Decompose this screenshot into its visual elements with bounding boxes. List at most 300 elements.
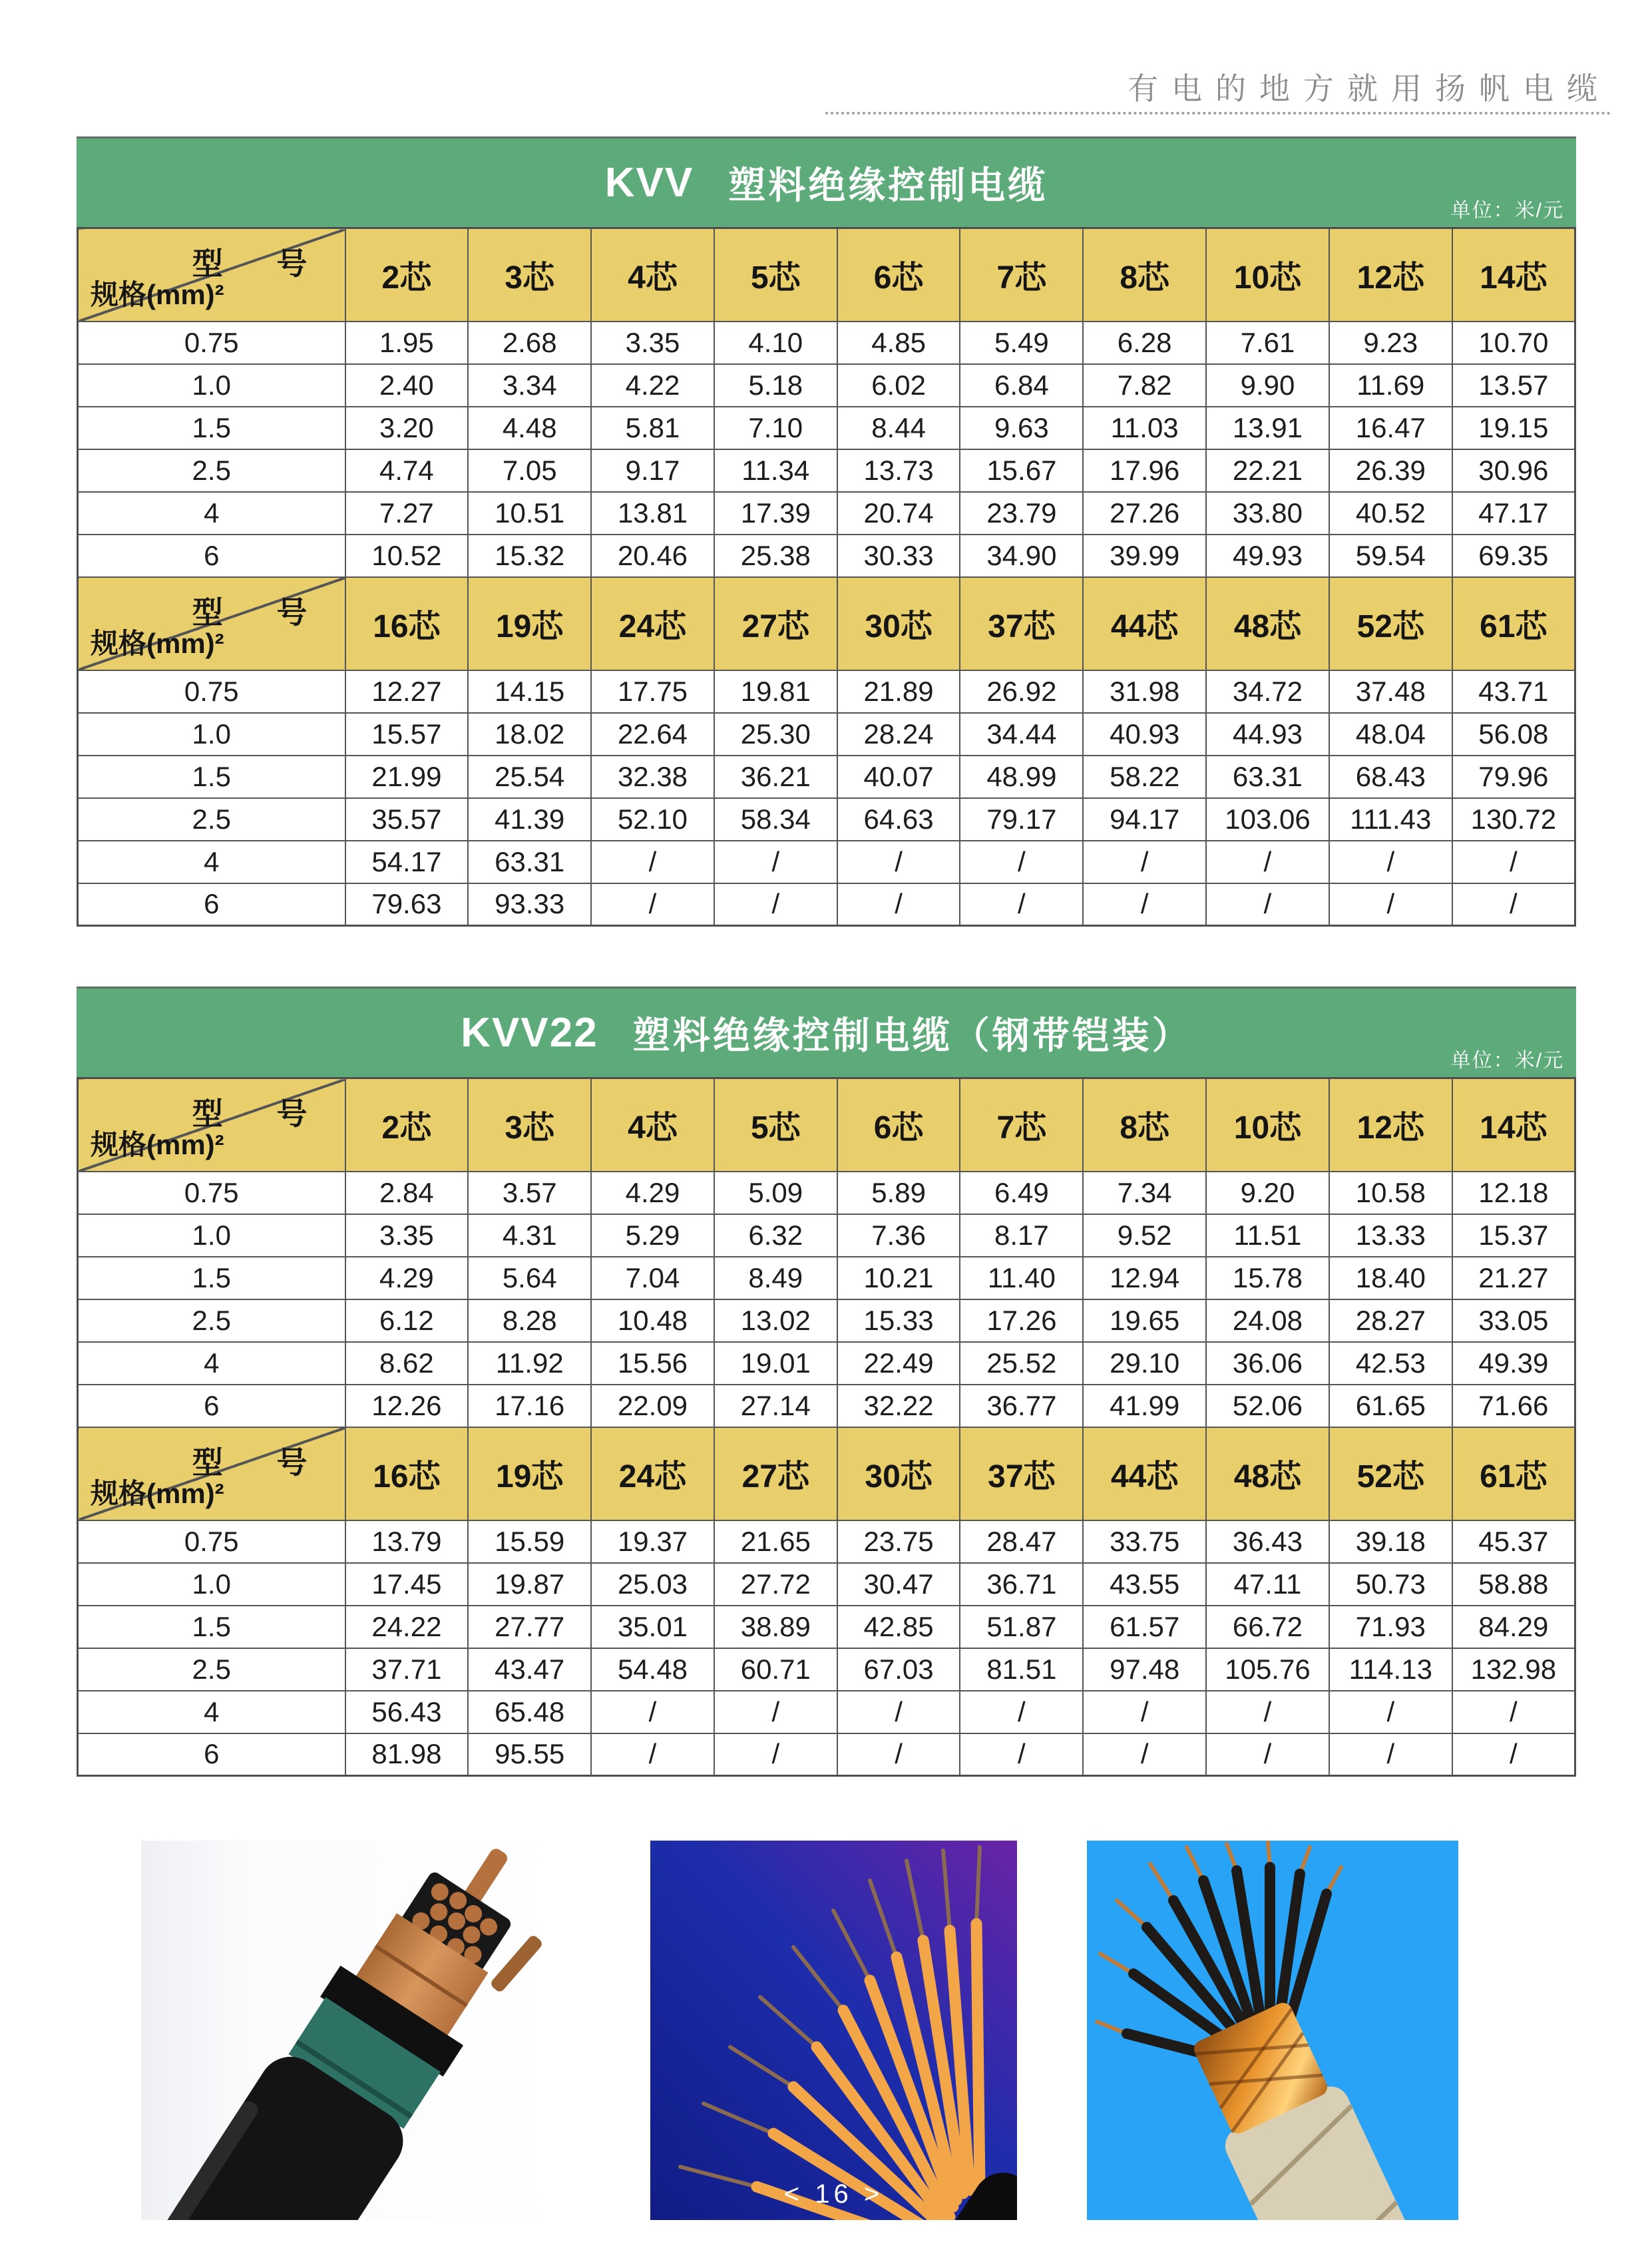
price-cell: 11.92: [468, 1342, 591, 1385]
table-model-name: KVV: [604, 160, 694, 206]
price-cell: 40.07: [837, 756, 960, 798]
price-cell: 7.05: [468, 449, 591, 492]
spec-cell: 1.5: [78, 407, 345, 449]
copper-braid-shielded-cable-photo: [1087, 1841, 1458, 2220]
column-header-44芯: 44芯: [1083, 1427, 1206, 1520]
price-cell: 81.98: [345, 1733, 469, 1776]
column-header-10芯: 10芯: [1206, 228, 1329, 322]
price-cell: 41.39: [468, 798, 591, 841]
price-cell: 68.43: [1329, 756, 1452, 798]
corner-cell: [78, 1427, 345, 1520]
price-cell: 2.68: [468, 322, 591, 364]
table-description: 塑料绝缘控制电缆: [728, 164, 1048, 206]
price-cell: 4.74: [345, 449, 469, 492]
price-cell: 81.51: [960, 1648, 1083, 1691]
price-cell: 79.63: [345, 883, 469, 926]
price-cell: 32.22: [837, 1385, 960, 1427]
price-cell: 49.93: [1206, 535, 1329, 577]
price-cell: 32.38: [591, 756, 714, 798]
price-cell: 36.21: [714, 756, 837, 798]
spec-cell: 1.0: [78, 713, 345, 756]
data-row: [78, 1648, 1575, 1691]
price-cell: 9.20: [1206, 1172, 1329, 1214]
price-cell: /: [1206, 883, 1329, 926]
column-header-19芯: 19芯: [468, 577, 591, 670]
price-cell: 34.44: [960, 713, 1083, 756]
price-cell: 84.29: [1452, 1606, 1575, 1648]
price-cell: 61.65: [1329, 1385, 1452, 1427]
price-cell: 15.57: [345, 713, 469, 756]
price-cell: 20.46: [591, 535, 714, 577]
spec-cell: 4: [78, 1342, 345, 1385]
price-cell: 13.79: [345, 1520, 469, 1563]
price-cell: 15.33: [837, 1299, 960, 1342]
price-cell: 15.56: [591, 1342, 714, 1385]
data-row: [78, 1563, 1575, 1606]
kvv-price-table-section: [77, 136, 1576, 927]
price-cell: 19.15: [1452, 407, 1575, 449]
price-cell: 40.52: [1329, 492, 1452, 535]
page-number: < 16 >: [783, 2179, 884, 2209]
column-header-3芯: 3芯: [468, 1078, 591, 1172]
price-cell: /: [837, 883, 960, 926]
price-cell: 5.81: [591, 407, 714, 449]
price-cell: 58.34: [714, 798, 837, 841]
price-cell: /: [1452, 1733, 1575, 1776]
column-header-27芯: 27芯: [714, 1427, 837, 1520]
price-cell: 42.53: [1329, 1342, 1452, 1385]
price-cell: 5.09: [714, 1172, 837, 1214]
price-cell: 7.36: [837, 1214, 960, 1257]
armored-cable-cross-section-photo: [141, 1841, 566, 2220]
data-row: [78, 364, 1575, 407]
column-header-5芯: 5芯: [714, 228, 837, 322]
price-cell: 41.99: [1083, 1385, 1206, 1427]
column-header-8芯: 8芯: [1083, 228, 1206, 322]
price-cell: 33.80: [1206, 492, 1329, 535]
price-cell: 26.39: [1329, 449, 1452, 492]
spec-cell: 1.5: [78, 756, 345, 798]
price-cell: 7.34: [1083, 1172, 1206, 1214]
price-cell: 5.89: [837, 1172, 960, 1214]
price-cell: 103.06: [1206, 798, 1329, 841]
price-cell: 37.48: [1329, 670, 1452, 713]
price-cell: /: [1452, 841, 1575, 883]
data-row: [78, 449, 1575, 492]
price-cell: /: [1329, 883, 1452, 926]
price-cell: 95.55: [468, 1733, 591, 1776]
price-cell: 13.81: [591, 492, 714, 535]
price-cell: 17.26: [960, 1299, 1083, 1342]
price-cell: 4.85: [837, 322, 960, 364]
price-cell: 39.18: [1329, 1520, 1452, 1563]
price-cell: 26.92: [960, 670, 1083, 713]
price-cell: 63.31: [1206, 756, 1329, 798]
price-cell: /: [1452, 883, 1575, 926]
price-cell: 10.70: [1452, 322, 1575, 364]
price-cell: 15.67: [960, 449, 1083, 492]
data-row: [78, 1342, 1575, 1385]
price-cell: 15.37: [1452, 1214, 1575, 1257]
data-row: [78, 798, 1575, 841]
price-cell: 16.47: [1329, 407, 1452, 449]
price-cell: 49.39: [1452, 1342, 1575, 1385]
price-cell: /: [1329, 841, 1452, 883]
price-cell: 97.48: [1083, 1648, 1206, 1691]
price-cell: 9.23: [1329, 322, 1452, 364]
price-cell: 59.54: [1329, 535, 1452, 577]
header-row: [78, 228, 1575, 322]
price-cell: 4.29: [591, 1172, 714, 1214]
price-cell: 8.62: [345, 1342, 469, 1385]
price-cell: 36.71: [960, 1563, 1083, 1606]
column-header-7芯: 7芯: [960, 228, 1083, 322]
price-cell: 28.27: [1329, 1299, 1452, 1342]
spec-cell: 6: [78, 1733, 345, 1776]
column-header-5芯: 5芯: [714, 1078, 837, 1172]
price-cell: 17.75: [591, 670, 714, 713]
price-cell: 69.35: [1452, 535, 1575, 577]
price-cell: 19.81: [714, 670, 837, 713]
price-cell: 5.49: [960, 322, 1083, 364]
price-cell: /: [591, 1691, 714, 1733]
price-cell: 7.10: [714, 407, 837, 449]
price-cell: 8.44: [837, 407, 960, 449]
column-header-61芯: 61芯: [1452, 1427, 1575, 1520]
price-cell: 13.91: [1206, 407, 1329, 449]
data-row: [78, 1606, 1575, 1648]
price-cell: 79.17: [960, 798, 1083, 841]
data-row: [78, 713, 1575, 756]
column-header-52芯: 52芯: [1329, 577, 1452, 670]
price-cell: /: [1206, 1691, 1329, 1733]
price-cell: 48.99: [960, 756, 1083, 798]
price-cell: 9.63: [960, 407, 1083, 449]
price-cell: 10.51: [468, 492, 591, 535]
price-cell: 6.49: [960, 1172, 1083, 1214]
price-cell: 56.08: [1452, 713, 1575, 756]
column-header-24芯: 24芯: [591, 577, 714, 670]
price-cell: 130.72: [1452, 798, 1575, 841]
price-cell: 5.64: [468, 1257, 591, 1299]
price-cell: /: [1329, 1733, 1452, 1776]
price-cell: 13.57: [1452, 364, 1575, 407]
price-cell: 13.73: [837, 449, 960, 492]
data-row: [78, 535, 1575, 577]
column-header-44芯: 44芯: [1083, 577, 1206, 670]
price-cell: 15.78: [1206, 1257, 1329, 1299]
price-cell: 28.47: [960, 1520, 1083, 1563]
price-cell: 25.38: [714, 535, 837, 577]
price-cell: 9.17: [591, 449, 714, 492]
price-cell: 4.48: [468, 407, 591, 449]
spec-cell: 6: [78, 535, 345, 577]
price-cell: 17.16: [468, 1385, 591, 1427]
price-cell: 71.93: [1329, 1606, 1452, 1648]
price-cell: 12.18: [1452, 1172, 1575, 1214]
price-cell: 17.39: [714, 492, 837, 535]
price-cell: 52.10: [591, 798, 714, 841]
price-cell: /: [714, 1733, 837, 1776]
data-row: [78, 670, 1575, 713]
spec-cell: 6: [78, 883, 345, 926]
price-cell: 56.43: [345, 1691, 469, 1733]
price-cell: /: [1083, 883, 1206, 926]
spec-cell: 4: [78, 1691, 345, 1733]
kvv-table-title-bar: [77, 136, 1576, 227]
data-row: [78, 1733, 1575, 1776]
corner-label-model: 型 号: [192, 594, 330, 630]
price-cell: 27.77: [468, 1606, 591, 1648]
kvv22-price-table: [77, 1077, 1576, 1777]
price-cell: /: [837, 1691, 960, 1733]
price-cell: 132.98: [1452, 1648, 1575, 1691]
data-row: [78, 1691, 1575, 1733]
price-cell: 3.34: [468, 364, 591, 407]
price-cell: 18.40: [1329, 1257, 1452, 1299]
data-row: [78, 1385, 1575, 1427]
price-cell: 11.69: [1329, 364, 1452, 407]
price-cell: 48.04: [1329, 713, 1452, 756]
price-cell: 30.33: [837, 535, 960, 577]
price-cell: 14.15: [468, 670, 591, 713]
price-cell: 34.72: [1206, 670, 1329, 713]
spec-cell: 2.5: [78, 1299, 345, 1342]
column-header-16芯: 16芯: [345, 1427, 469, 1520]
price-cell: 7.27: [345, 492, 469, 535]
price-cell: 60.71: [714, 1648, 837, 1691]
price-cell: 5.29: [591, 1214, 714, 1257]
price-cell: 6.84: [960, 364, 1083, 407]
price-cell: 4.10: [714, 322, 837, 364]
price-cell: 12.94: [1083, 1257, 1206, 1299]
price-cell: 11.40: [960, 1257, 1083, 1299]
price-cell: 22.64: [591, 713, 714, 756]
column-header-3芯: 3芯: [468, 228, 591, 322]
price-cell: /: [1083, 1733, 1206, 1776]
price-cell: 9.52: [1083, 1214, 1206, 1257]
price-cell: 19.87: [468, 1563, 591, 1606]
price-cell: 19.01: [714, 1342, 837, 1385]
data-row: [78, 322, 1575, 364]
price-cell: 18.02: [468, 713, 591, 756]
column-header-2芯: 2芯: [345, 228, 469, 322]
corner-label-model: 型 号: [192, 1445, 330, 1480]
price-cell: 7.61: [1206, 322, 1329, 364]
corner-label-model: 型 号: [192, 246, 330, 281]
price-cell: /: [1329, 1691, 1452, 1733]
spec-cell: 0.75: [78, 670, 345, 713]
corner-cell: [78, 577, 345, 670]
price-cell: 23.75: [837, 1520, 960, 1563]
price-cell: /: [960, 883, 1083, 926]
column-header-37芯: 37芯: [960, 577, 1083, 670]
column-header-6芯: 6芯: [837, 1078, 960, 1172]
price-cell: 3.35: [591, 322, 714, 364]
price-cell: 8.28: [468, 1299, 591, 1342]
price-cell: 47.17: [1452, 492, 1575, 535]
spec-cell: 0.75: [78, 1520, 345, 1563]
price-cell: 17.96: [1083, 449, 1206, 492]
corner-cell: [78, 1078, 345, 1172]
column-header-30芯: 30芯: [837, 577, 960, 670]
column-header-2芯: 2芯: [345, 1078, 469, 1172]
data-row: [78, 1214, 1575, 1257]
data-row: [78, 407, 1575, 449]
price-cell: 6.02: [837, 364, 960, 407]
data-row: [78, 883, 1575, 926]
price-cell: /: [1206, 1733, 1329, 1776]
unit-label: 单位：米/元: [1450, 1050, 1564, 1072]
price-cell: 19.65: [1083, 1299, 1206, 1342]
kvv22-price-table-section: [77, 987, 1576, 1777]
product-photo-strip: [0, 1841, 1652, 2220]
column-header-48芯: 48芯: [1206, 1427, 1329, 1520]
corner-label-spec: 规格(mm)²: [91, 1128, 224, 1160]
price-cell: 15.32: [468, 535, 591, 577]
price-cell: 20.74: [837, 492, 960, 535]
table-description: 塑料绝缘控制电缆（钢带铠装）: [632, 1014, 1192, 1056]
data-row: [78, 841, 1575, 883]
price-cell: /: [591, 1733, 714, 1776]
braid-shield-cable-illustration: [1087, 1841, 1458, 2220]
column-header-10芯: 10芯: [1206, 1078, 1329, 1172]
price-cell: 8.49: [714, 1257, 837, 1299]
price-cell: 29.10: [1083, 1342, 1206, 1385]
corner-label-spec: 规格(mm)²: [91, 278, 224, 310]
price-cell: 6.28: [1083, 322, 1206, 364]
corner-cell: [78, 228, 345, 322]
column-header-37芯: 37芯: [960, 1427, 1083, 1520]
price-cell: 79.96: [1452, 756, 1575, 798]
price-cell: 105.76: [1206, 1648, 1329, 1691]
price-cell: 3.57: [468, 1172, 591, 1214]
column-header-52芯: 52芯: [1329, 1427, 1452, 1520]
corner-label-spec: 规格(mm)²: [91, 1477, 224, 1509]
price-cell: 65.48: [468, 1691, 591, 1733]
price-cell: 25.54: [468, 756, 591, 798]
header-row: [78, 1078, 1575, 1172]
column-header-19芯: 19芯: [468, 1427, 591, 1520]
spec-cell: 1.5: [78, 1257, 345, 1299]
price-cell: /: [591, 841, 714, 883]
price-cell: 3.35: [345, 1214, 469, 1257]
price-cell: 64.63: [837, 798, 960, 841]
price-cell: /: [1083, 841, 1206, 883]
price-cell: 58.88: [1452, 1563, 1575, 1606]
kvv22-table-title-bar: [77, 987, 1576, 1077]
column-header-48芯: 48芯: [1206, 577, 1329, 670]
price-cell: 3.20: [345, 407, 469, 449]
price-cell: 10.52: [345, 535, 469, 577]
price-cell: 11.03: [1083, 407, 1206, 449]
price-cell: 2.40: [345, 364, 469, 407]
spec-cell: 1.0: [78, 1214, 345, 1257]
price-cell: 33.75: [1083, 1520, 1206, 1563]
price-cell: 54.48: [591, 1648, 714, 1691]
unit-label: 单位：米/元: [1450, 200, 1564, 222]
data-row: [78, 1257, 1575, 1299]
price-cell: 35.57: [345, 798, 469, 841]
data-row: [78, 756, 1575, 798]
spec-cell: 2.5: [78, 1648, 345, 1691]
armored-cable-cross-section-illustration: [141, 1841, 566, 2220]
price-cell: 51.87: [960, 1606, 1083, 1648]
price-cell: 36.06: [1206, 1342, 1329, 1385]
column-header-8芯: 8芯: [1083, 1078, 1206, 1172]
price-cell: 4.29: [345, 1257, 469, 1299]
price-cell: 10.21: [837, 1257, 960, 1299]
price-cell: 6.32: [714, 1214, 837, 1257]
price-cell: 4.22: [591, 364, 714, 407]
table-model-name: KVV22: [461, 1010, 598, 1056]
price-cell: 21.27: [1452, 1257, 1575, 1299]
price-cell: 42.85: [837, 1606, 960, 1648]
column-header-30芯: 30芯: [837, 1427, 960, 1520]
price-cell: 2.84: [345, 1172, 469, 1214]
data-row: [78, 1172, 1575, 1214]
column-header-6芯: 6芯: [837, 228, 960, 322]
price-cell: 24.22: [345, 1606, 469, 1648]
price-cell: 7.04: [591, 1257, 714, 1299]
price-cell: 43.47: [468, 1648, 591, 1691]
price-cell: 63.31: [468, 841, 591, 883]
price-cell: 12.26: [345, 1385, 469, 1427]
column-header-4芯: 4芯: [591, 228, 714, 322]
column-header-12芯: 12芯: [1329, 228, 1452, 322]
price-cell: 39.99: [1083, 535, 1206, 577]
price-cell: 50.73: [1329, 1563, 1452, 1606]
price-cell: 52.06: [1206, 1385, 1329, 1427]
price-cell: 94.17: [1083, 798, 1206, 841]
price-cell: /: [714, 1691, 837, 1733]
price-cell: /: [837, 841, 960, 883]
data-row: [78, 1520, 1575, 1563]
column-header-14芯: 14芯: [1452, 1078, 1575, 1172]
orange-core-cable-illustration: [650, 1841, 1017, 2220]
price-cell: 33.05: [1452, 1299, 1575, 1342]
price-cell: 25.03: [591, 1563, 714, 1606]
price-cell: /: [837, 1733, 960, 1776]
spec-cell: 2.5: [78, 449, 345, 492]
price-cell: 43.55: [1083, 1563, 1206, 1606]
price-cell: 31.98: [1083, 670, 1206, 713]
price-cell: 22.21: [1206, 449, 1329, 492]
column-header-14芯: 14芯: [1452, 228, 1575, 322]
header-dotted-rule: [825, 112, 1611, 114]
corner-label-spec: 规格(mm)²: [91, 627, 224, 659]
kvv-price-table: [77, 227, 1576, 927]
column-header-16芯: 16芯: [345, 577, 469, 670]
price-cell: 15.59: [468, 1520, 591, 1563]
price-cell: 11.34: [714, 449, 837, 492]
price-cell: /: [960, 1733, 1083, 1776]
price-cell: 6.12: [345, 1299, 469, 1342]
price-cell: 5.18: [714, 364, 837, 407]
price-cell: 22.09: [591, 1385, 714, 1427]
spec-cell: 1.5: [78, 1606, 345, 1648]
price-cell: 37.71: [345, 1648, 469, 1691]
price-cell: 36.43: [1206, 1520, 1329, 1563]
price-cell: /: [714, 841, 837, 883]
price-cell: 47.11: [1206, 1563, 1329, 1606]
price-cell: 21.65: [714, 1520, 837, 1563]
spec-cell: 2.5: [78, 798, 345, 841]
price-cell: 111.43: [1329, 798, 1452, 841]
orange-core-control-cable-photo: [650, 1841, 1017, 2220]
price-cell: 44.93: [1206, 713, 1329, 756]
header-slogan: 有电的地方就用扬帆电缆: [1128, 71, 1611, 106]
